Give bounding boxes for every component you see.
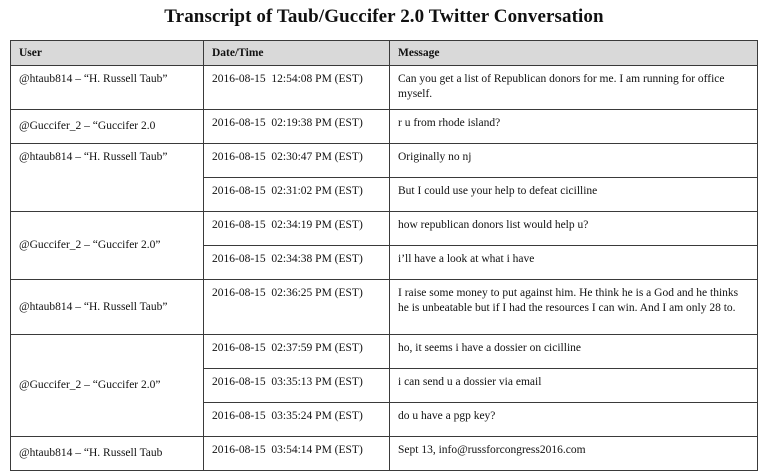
datetime-cell: 2016-08-15 03:35:24 PM (EST) xyxy=(204,403,390,437)
table-row xyxy=(11,212,758,246)
table-row xyxy=(11,144,758,178)
column-header-datetime: Date/Time xyxy=(204,41,390,66)
message-cell: i can send u a dossier via email xyxy=(390,369,758,403)
datetime-cell: 2016-08-15 02:36:25 PM (EST) xyxy=(204,280,390,335)
message-cell: Can you get a list of Republican donors for me. I am running for office myself. xyxy=(390,66,758,110)
message-cell: I raise some money to put against him. He think he is a God and he thinks he is unbeatable but if I had the resources I can win. And I am only 28 to. xyxy=(390,280,758,335)
user-cell: @Guccifer_2 – “Guccifer 2.0 xyxy=(11,110,204,144)
datetime-cell: 2016-08-15 02:34:38 PM (EST) xyxy=(204,246,390,280)
table-row xyxy=(11,437,758,471)
message-cell: i’ll have a look at what i have xyxy=(390,246,758,280)
table-row xyxy=(11,280,758,335)
datetime-cell: 2016-08-15 02:31:02 PM (EST) xyxy=(204,178,390,212)
datetime-cell: 2016-08-15 02:34:19 PM (EST) xyxy=(204,212,390,246)
message-cell: Sept 13, info@russforcongress2016.com xyxy=(390,437,758,471)
message-cell: Originally no nj xyxy=(390,144,758,178)
datetime-cell: 2016-08-15 12:54:08 PM (EST) xyxy=(204,66,390,110)
user-cell: @htaub814 – “H. Russell Taub xyxy=(11,437,204,471)
datetime-cell: 2016-08-15 03:54:14 PM (EST) xyxy=(204,437,390,471)
table-row xyxy=(11,66,758,110)
datetime-cell: 2016-08-15 03:35:13 PM (EST) xyxy=(204,369,390,403)
document-title: Transcript of Taub/Guccifer 2.0 Twitter Conversation xyxy=(164,6,604,27)
message-cell: do u have a pgp key? xyxy=(390,403,758,437)
transcript-table xyxy=(10,40,758,471)
table-header-row xyxy=(11,41,758,66)
datetime-cell: 2016-08-15 02:19:38 PM (EST) xyxy=(204,110,390,144)
message-cell: But I could use your help to defeat cicilline xyxy=(390,178,758,212)
user-cell: @htaub814 – “H. Russell Taub” xyxy=(11,66,204,110)
column-header-user: User xyxy=(11,41,204,66)
table-row xyxy=(11,110,758,144)
user-cell: @Guccifer_2 – “Guccifer 2.0” xyxy=(11,212,204,280)
datetime-cell: 2016-08-15 02:37:59 PM (EST) xyxy=(204,335,390,369)
message-cell: how republican donors list would help u? xyxy=(390,212,758,246)
message-cell: r u from rhode island? xyxy=(390,110,758,144)
column-header-message: Message xyxy=(390,41,758,66)
table-row xyxy=(11,335,758,369)
user-cell: @htaub814 – “H. Russell Taub” xyxy=(11,280,204,335)
message-cell: ho, it seems i have a dossier on cicilline xyxy=(390,335,758,369)
datetime-cell: 2016-08-15 02:30:47 PM (EST) xyxy=(204,144,390,178)
user-cell: @Guccifer_2 – “Guccifer 2.0” xyxy=(11,335,204,437)
user-cell: @htaub814 – “H. Russell Taub” xyxy=(11,144,204,212)
